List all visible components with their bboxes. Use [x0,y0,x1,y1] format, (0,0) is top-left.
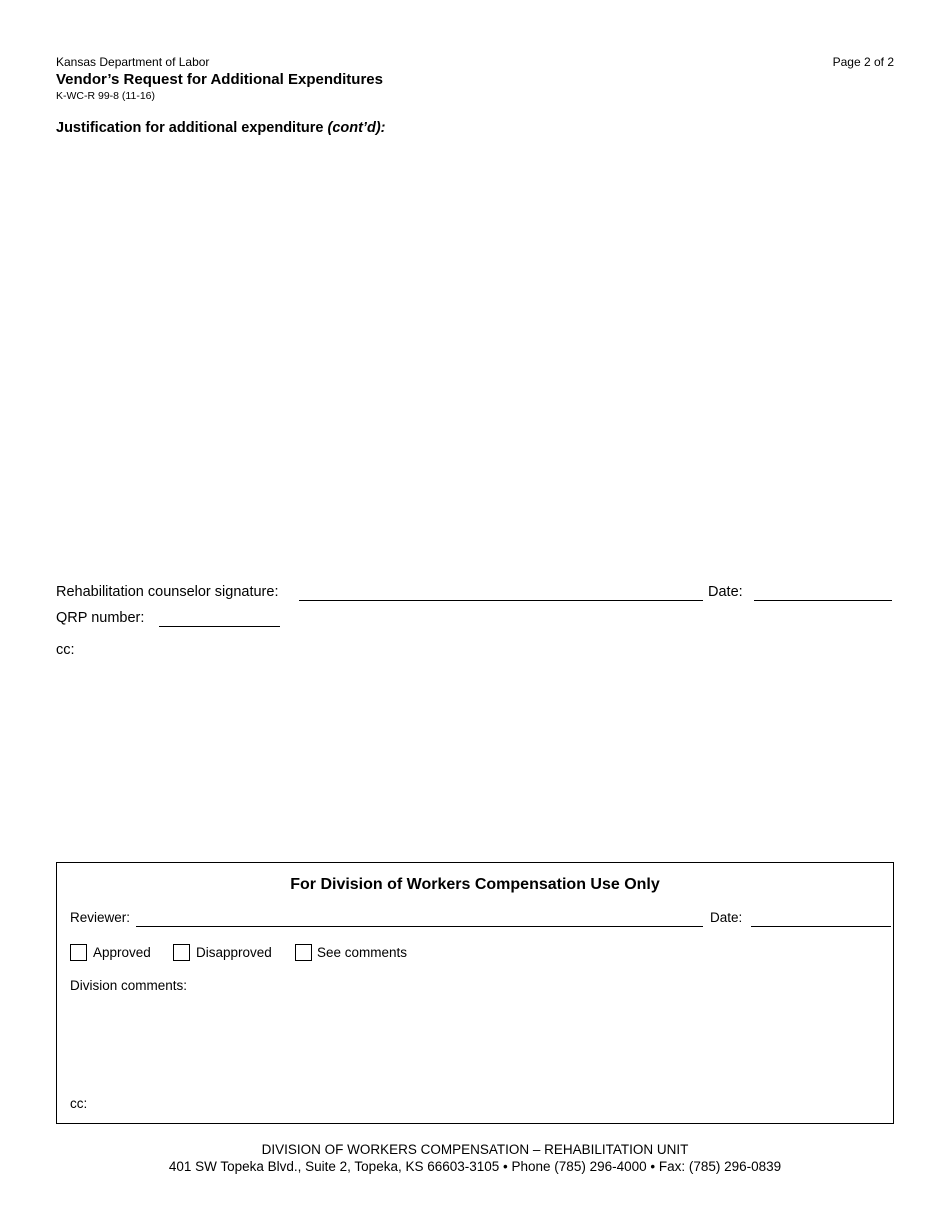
see-comments-checkbox[interactable] [295,944,312,961]
disapproved-checkbox[interactable] [173,944,190,961]
justification-label: Justification for additional expenditure [56,120,328,136]
signature-field[interactable] [299,600,703,601]
reviewer-label: Reviewer: [70,910,131,925]
form-title: Vendor’s Request for Additional Expenditures [56,71,383,88]
division-comments-label: Division comments: [70,978,188,993]
approved-label: Approved [93,945,151,960]
form-code: K-WC-R 99-8 (11-16) [56,90,155,102]
justification-heading [56,120,385,136]
approved-checkbox[interactable] [70,944,87,961]
footer-division: DIVISION OF WORKERS COMPENSATION – REHABILITATION UNIT [261,1142,689,1157]
division-use-box [56,862,894,1124]
cc-label: cc: [56,642,75,658]
division-box-title: For Division of Workers Compensation Use Only [290,876,660,893]
qrp-label: QRP number: [56,610,145,626]
reviewer-date-field[interactable] [751,926,891,927]
signature-label: Rehabilitation counselor signature: [56,584,279,600]
qrp-number-field[interactable] [159,626,280,627]
disapproved-label: Disapproved [196,945,272,960]
page-number: Page 2 of 2 [832,55,894,69]
footer-address: 401 SW Topeka Blvd., Suite 2, Topeka, KS 66603-3105 • Phone (785) 296-4000 • Fax: (785) 296-0839 [168,1159,782,1174]
see-comments-label: See comments [317,945,408,960]
reviewer-field[interactable] [136,926,703,927]
signature-date-label: Date: [708,584,743,600]
signature-date-field[interactable] [754,600,892,601]
agency-name: Kansas Department of Labor [56,55,210,69]
reviewer-date-label: Date: [710,910,743,925]
justification-suffix: (cont’d): [327,120,386,136]
division-cc-label: cc: [70,1096,88,1111]
